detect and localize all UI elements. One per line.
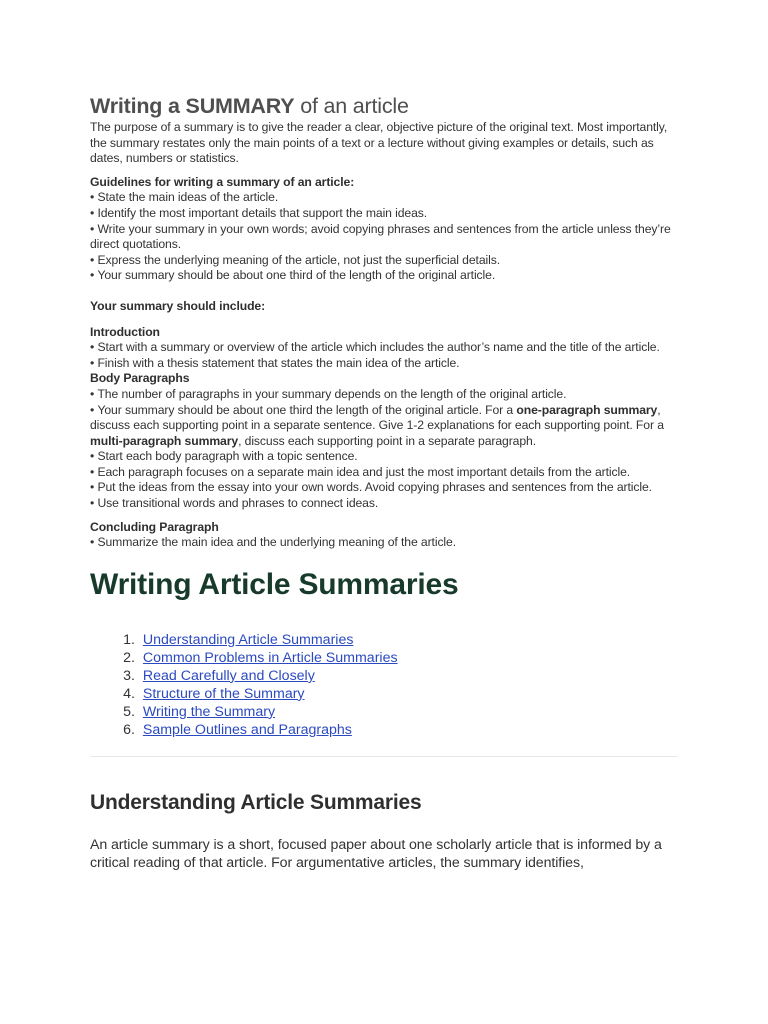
toc-link-read-carefully[interactable]: Read Carefully and Closely xyxy=(142,667,315,684)
table-of-contents xyxy=(90,631,678,739)
body-item2-a: Your summary should be about one third the length of the original article. For a xyxy=(97,402,517,417)
guideline-item: • Express the underlying meaning of the article, not just the superficial details. xyxy=(90,253,678,269)
guideline-item: • Identify the most important details that support the main ideas. xyxy=(90,206,678,222)
guidelines-heading: Guidelines for writing a summary of an article: xyxy=(90,174,355,189)
body-item: • Start each body paragraph with a topic sentence. xyxy=(90,449,678,465)
body-item: • Each paragraph focuses on a separate main idea and just the most important details from the article. xyxy=(90,465,678,481)
toc-item xyxy=(90,649,678,667)
toc-link-sample-outlines[interactable]: Sample Outlines and Paragraphs xyxy=(142,721,352,738)
toc-number: 2. xyxy=(123,649,135,666)
toc-item xyxy=(90,667,678,685)
guideline-item: • Your summary should be about one third of the length of the original article. xyxy=(90,268,678,284)
body-item: • Put the ideas from the essay into your own words. Avoid copying phrases and sentences from the article. xyxy=(90,480,678,496)
document-title xyxy=(90,92,678,120)
body-item2-c: , discuss each supporting point in a separate sentence. Give 1-2 explanations for each supporting point. For a xyxy=(90,402,664,433)
toc-link-common-problems[interactable]: Common Problems in Article Summaries xyxy=(142,649,398,666)
section-heading: Writing Article Summaries xyxy=(90,567,459,601)
body-item2-d: multi-paragraph summary xyxy=(90,433,239,448)
toc-number: 3. xyxy=(123,667,135,684)
intro-paragraph: The purpose of a summary is to give the reader a clear, objective picture of the original text. Most importantly, the summary restates only the main points of a text or a lecture without giving examples or details, such as dates, numbers or statistics. xyxy=(90,120,668,166)
body-item: • Use transitional words and phrases to connect ideas. xyxy=(90,496,678,512)
toc-item xyxy=(90,631,678,649)
body-item: • The number of paragraphs in your summary depends on the length of the original article. xyxy=(90,387,678,403)
title-prefix: Writing a SUMMARY xyxy=(90,94,295,118)
body-item xyxy=(90,403,678,450)
toc-item xyxy=(90,685,678,703)
body-item2-b: one-paragraph summary xyxy=(516,402,658,417)
divider xyxy=(90,756,678,757)
toc-item xyxy=(90,703,678,721)
body-paragraphs-heading: Body Paragraphs xyxy=(90,371,190,386)
title-suffix: of an article xyxy=(294,94,409,118)
introduction-heading: Introduction xyxy=(90,324,160,339)
include-heading: Your summary should include: xyxy=(90,298,266,313)
toc-number: 6. xyxy=(123,721,135,738)
toc-link-understanding[interactable]: Understanding Article Summaries xyxy=(142,631,354,648)
introduction-item: • Finish with a thesis statement that states the main idea of the article. xyxy=(90,356,678,372)
concluding-item: • Summarize the main idea and the underlying meaning of the article. xyxy=(90,535,678,551)
toc-number: 1. xyxy=(123,631,135,648)
document-page xyxy=(90,92,678,873)
guideline-item: • Write your summary in your own words; avoid copying phrases and sentences from the article unless they’re direct quotations. xyxy=(90,222,678,253)
toc-number: 5. xyxy=(123,703,135,720)
subsection-heading: Understanding Article Summaries xyxy=(90,790,422,814)
toc-item xyxy=(90,721,678,739)
toc-number: 4. xyxy=(123,685,135,702)
concluding-heading: Concluding Paragraph xyxy=(90,519,219,534)
subsection-paragraph: An article summary is a short, focused paper about one scholarly article that is informed by a critical reading of that article. For argumentative articles, the summary identifies, xyxy=(90,836,662,872)
introduction-item: • Start with a summary or overview of the article which includes the author’s name and the title of the article. xyxy=(90,340,678,356)
toc-link-writing[interactable]: Writing the Summary xyxy=(142,703,276,720)
toc-link-structure[interactable]: Structure of the Summary xyxy=(142,685,305,702)
body-item2-e: , discuss each supporting point in a separate paragraph. xyxy=(238,433,536,448)
guideline-item: • State the main ideas of the article. xyxy=(90,190,678,206)
